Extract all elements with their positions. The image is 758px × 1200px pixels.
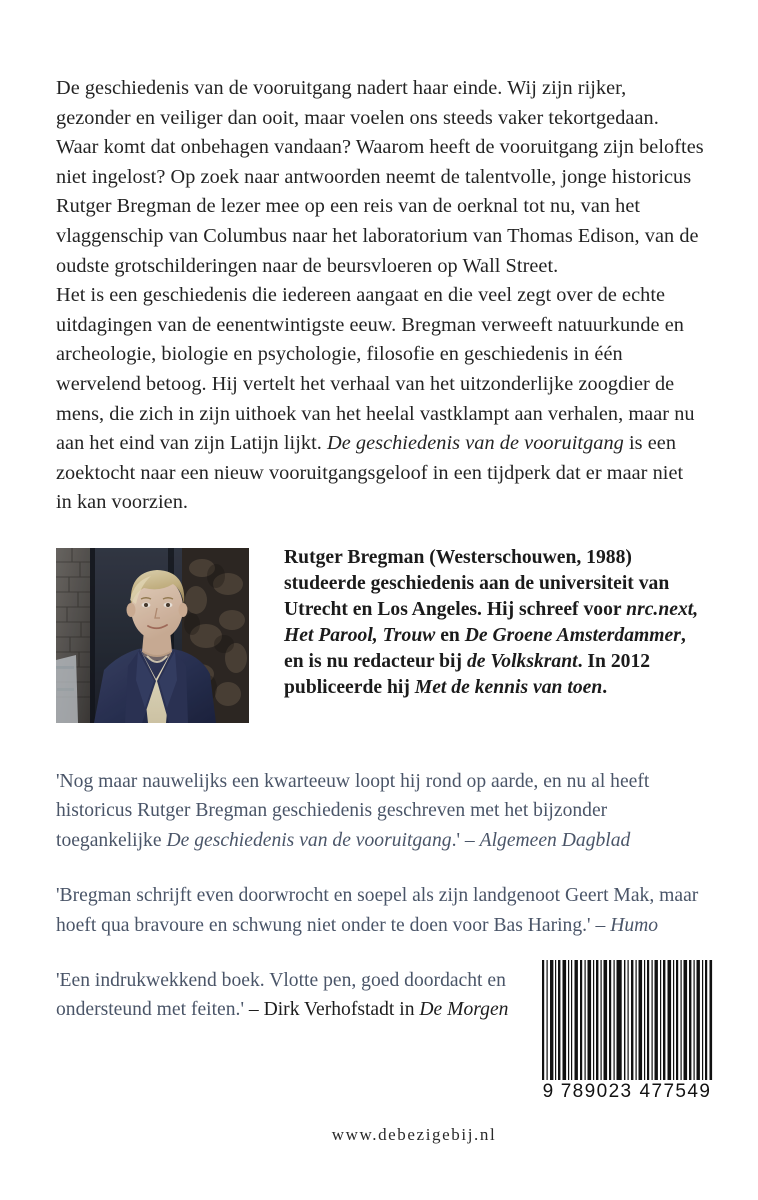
author-bio-text — [284, 547, 698, 698]
author-block — [56, 548, 704, 724]
author-bio-segment-2: en — [435, 624, 465, 646]
author-bio-segment-4: , en is nu redacteur bij — [284, 624, 686, 672]
blurb-paragraph-1: De geschiedenis van de vooruitgang nadert haar einde. Wij zijn rijker, gezonder en veiliger dan ooit, maar voelen ons steeds vaker tekortgedaan. Waar komt dat onbehagen vandaan? Waarom heeft de vooruitgang zijn beloftes niet ingelost? Op zoek naar antwoorden neemt de talentvolle, jonge historicus Rutger Bregman de lezer mee op een reis van de oerknal tot nu, van het vlaggenschip van Columbus naar het laboratorium van Thomas Edison, van de oudste grotschilderingen naar de beursvloeren op Wall Street. — [56, 77, 704, 277]
isbn-barcode — [539, 960, 715, 1103]
isbn-right-group: 477549 — [639, 1081, 712, 1102]
blurb-p2-book-title: De geschiedenis van de vooruitgang — [327, 432, 624, 455]
author-bio — [284, 545, 704, 700]
author-bio-segment-5: de Volkskrant — [466, 650, 578, 672]
barcode-icon — [539, 960, 715, 1080]
blurb-p2-part-1: Het is een geschiedenis die iedereen aangaat en die veel zegt over de echte uitdagingen van de eenentwintigste eeuw. Bregman verweeft natuurkunde en archeologie, biologie en psychologie, filosofie en geschiedenis in één wervelend betoog. Hij vertelt het verhaal van het uitzonderlijke zoogdier de mens, die zich in zijn uithoek van het heelal vastklampt aan verhalen, maar nu aan het eind van zijn Latijn lijkt. — [56, 284, 695, 455]
author-photo — [56, 548, 249, 723]
author-bio-segment-3: De Groene Amsterdammer — [464, 624, 681, 646]
review-quote-1 — [56, 767, 704, 855]
quote-1-dash: – — [464, 829, 480, 851]
quote-2-dash: – — [595, 914, 611, 936]
publisher-url[interactable] — [0, 1125, 758, 1145]
quote-2-body: 'Bregman schrijft even doorwrocht en soepel als zijn landgenoot Geert Mak, maar hoeft qua bravoure en schwung niet onder te doen voor Bas Haring.' — [56, 885, 699, 936]
blurb-paragraph-2 — [56, 281, 704, 518]
author-bio-segment-7: Met de kennis van toen — [414, 676, 603, 698]
blurb-p2-part-2: is een zoektocht naar een nieuw vooruitgangsgeloof in een tijdperk dat er maar niet in kan voorzien. — [56, 432, 684, 514]
quote-1-after: .' — [451, 829, 465, 851]
isbn-left-group: 789023 — [560, 1081, 633, 1102]
quote-1-body: 'Nog maar nauwelijks een kwarteeuw loopt hij rond op aarde, en nu al heeft historicus Rutger Bregman geschiedenis geschreven met het bijzonder toegankelijke — [56, 771, 650, 851]
quote-1-source: Algemeen Dagblad — [479, 829, 631, 851]
author-bio-segment-8: . — [602, 676, 608, 698]
author-bio-segment-6: . In 2012 publiceerde hij — [284, 650, 651, 698]
quote-3-source: De Morgen — [419, 999, 509, 1021]
author-bio-segment-0: Rutger Bregman (Westerschouwen, 1988) studeerde geschiedenis aan de universiteit van Utrecht en Los Angeles. Hij schreef voor — [284, 547, 670, 620]
review-quote-3 — [56, 966, 526, 1025]
quote-3-dash: – Dirk Verhofstadt in — [243, 999, 420, 1021]
isbn-lead-digit: 9 — [542, 1081, 554, 1102]
quote-3-body: 'Een indrukwekkend boek. Vlotte pen, goed doordacht en ondersteund met feiten.' — [56, 970, 506, 1021]
blurb-text — [56, 74, 704, 518]
publisher-url-text[interactable]: www.debezigebij.nl — [331, 1125, 497, 1144]
author-bio-segment-1: nrc.next, Het Parool, Trouw — [284, 598, 699, 646]
author-portrait-illustration — [56, 548, 249, 723]
review-quote-2 — [56, 881, 704, 940]
quote-2-source: Humo — [610, 914, 659, 936]
quote-1-book-title: De geschiedenis van de vooruitgang — [166, 829, 452, 851]
isbn-digits — [539, 1081, 715, 1103]
